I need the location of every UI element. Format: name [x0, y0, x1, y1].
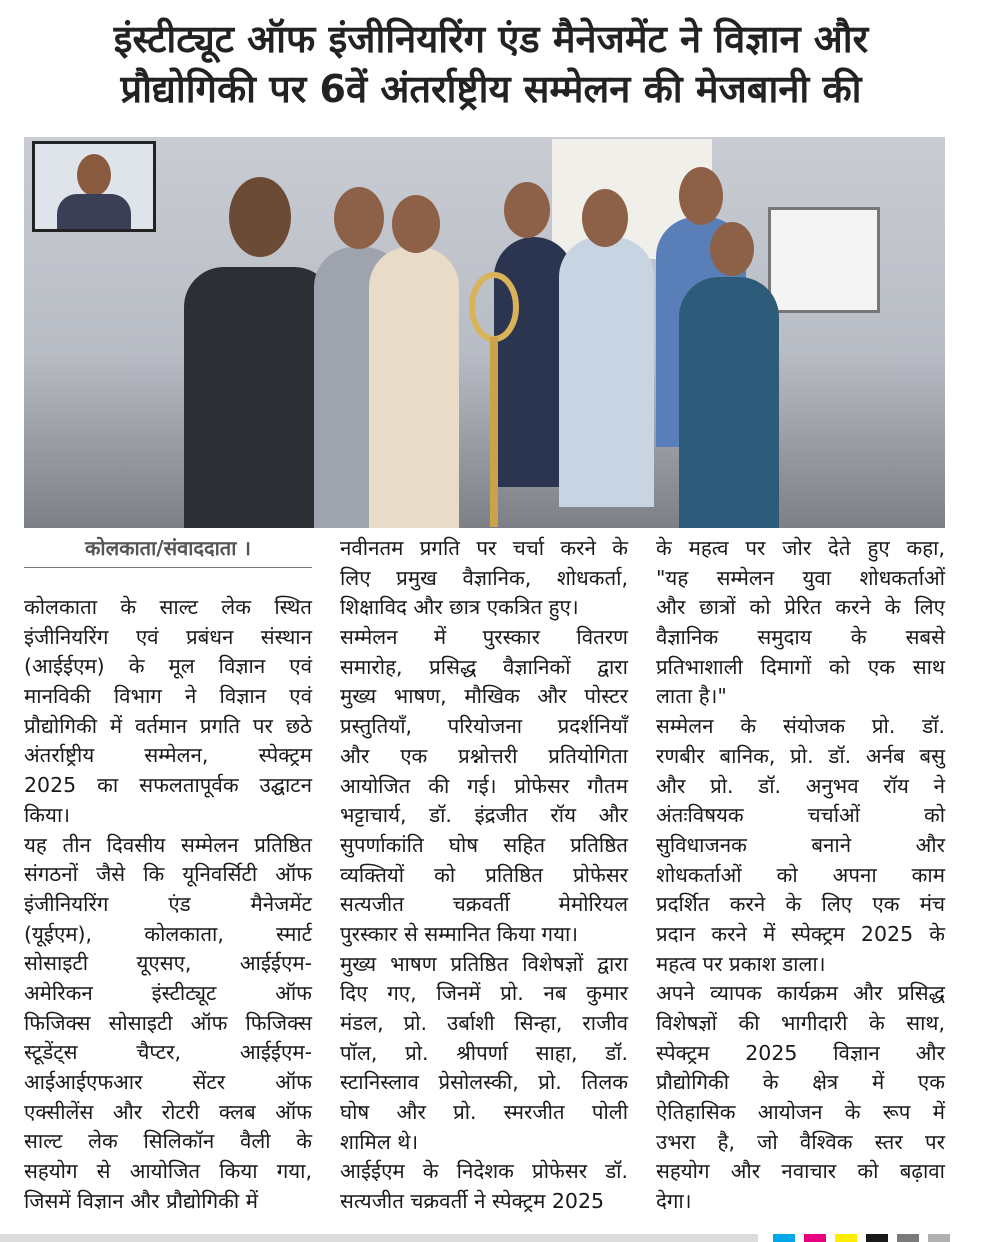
article-text-line: सम्मेलन के संयोजक प्रो. डॉ. — [656, 714, 945, 739]
headline-line-1: इंस्टीट्यूट ऑफ इंजीनियरिंग एंड मैनेजमेंट ने विज्ञान और — [113, 17, 869, 61]
article-text-line: प्रदर्शित करने के लिए एक मंच — [656, 892, 945, 917]
color-swatch — [928, 1234, 950, 1242]
article-text-line: रणबीर बानिक, प्रो. डॉ. अर्नब बसु — [656, 743, 945, 768]
person — [184, 267, 334, 528]
article-text-line: सोसाइटी यूएसए, आईईएम- — [24, 951, 312, 976]
article-column-3 — [656, 534, 945, 1217]
article-text-line: प्रदान करने में स्पेक्ट्रम 2025 के — [656, 921, 945, 946]
article-text-line: और छात्रों को प्रेरित करने के लिए — [656, 595, 945, 620]
article-text-line: शोधकर्ताओं को अपना काम — [656, 862, 945, 887]
article-text-line: इंजीनियरिंग एवं प्रबंधन संस्थान — [24, 624, 312, 649]
article-text-line: सुविधाजनक बनाने और — [656, 832, 945, 857]
whiteboard — [768, 207, 880, 313]
article-text-line: शिक्षाविद और छात्र एकत्रित हुए। — [340, 595, 579, 620]
article-text-line: प्रौद्योगिकी में वर्तमान प्रगति पर छठे — [24, 713, 312, 738]
article-text-line: लिए प्रमुख वैज्ञानिक, शोधकर्ता, — [340, 565, 628, 590]
article-text-line: प्रस्तुतियाँ, परियोजना प्रदर्शनियाँ — [340, 714, 628, 739]
article-text-line: किया। — [24, 802, 71, 827]
article-text-line: सत्यजीत चक्रवर्ती ने स्पेक्ट्रम 2025 — [340, 1189, 605, 1214]
article-text-line: यह तीन दिवसीय सम्मेलन प्रतिष्ठित — [24, 832, 312, 857]
article-text-line: सहयोग से आयोजित किया गया, — [24, 1159, 312, 1184]
article-text-line: मुख्य भाषण प्रतिष्ठित विशेषज्ञों द्वारा — [340, 951, 628, 976]
article-text-line: आयोजित की गई। प्रोफेसर गौतम — [340, 773, 628, 798]
article-text-line: अंतर्राष्ट्रीय सम्मेलन, स्पेक्ट्रम — [24, 743, 312, 768]
color-swatch — [866, 1234, 888, 1242]
article-text-line: शामिल थे। — [340, 1129, 419, 1154]
article-text-line: घोष और प्रो. स्मरजीत पोली — [340, 1100, 628, 1125]
article-text-line: स्टानिस्लाव प्रेसोलस्की, प्रो. तिलक — [340, 1070, 628, 1095]
color-swatch — [835, 1234, 857, 1242]
article-text-line: पुरस्कार से सम्मानित किया गया। — [340, 921, 579, 946]
article-text-line: स्टूडेंट्स चैप्टर, आईईएम- — [24, 1040, 312, 1065]
news-photo-lamp-lighting — [24, 137, 945, 528]
article-text-line: मुख्य भाषण, मौखिक और पोस्टर — [340, 684, 628, 709]
article-text-line: और एक प्रश्नोत्तरी प्रतियोगिता — [340, 743, 628, 768]
article-text-line: "यह सम्मेलन युवा शोधकर्ताओं — [656, 565, 945, 590]
article-text-line: मंडल, प्रो. उर्बाशी सिन्हा, राजीव — [340, 1011, 628, 1035]
footer-rule — [0, 1234, 758, 1242]
article-text-line: महत्व पर प्रकाश डाला। — [656, 951, 826, 976]
article-text-line: आईईएम के निदेशक प्रोफेसर डॉ. — [340, 1159, 628, 1184]
article-text-line: आईआईएफआर सेंटर ऑफ — [24, 1070, 312, 1094]
article-text-line: (यूईएम), कोलकाता, स्मार्ट — [24, 921, 312, 946]
article-text-line: और प्रो. डॉ. अनुभव रॉय ने — [656, 773, 945, 798]
article-text-line: अपने व्यापक कार्यक्रम और प्रसिद्ध — [656, 981, 945, 1006]
article-text-line: जिसमें विज्ञान और प्रौद्योगिकी में — [24, 1188, 258, 1213]
article-text-line: फिजिक्स सोसाइटी ऑफ फिजिक्स — [24, 1010, 312, 1035]
article-text-line: देगा। — [656, 1189, 692, 1214]
article-text-line: पॉल, प्रो. श्रीपर्णा साहा, डॉ. — [340, 1040, 628, 1065]
article-text-line: भट्टाचार्य, डॉ. इंद्रजीत रॉय और — [340, 803, 628, 828]
article-text-line: व्यक्तियों को प्रतिष्ठित प्रोफेसर — [340, 862, 628, 887]
article-column-1 — [24, 593, 312, 1216]
article-column-2 — [340, 534, 628, 1217]
article-text-line: दिए गए, जिनमें प्रो. नब कुमार — [340, 981, 628, 1006]
article-text-line: प्रौद्योगिकी के क्षेत्र में एक — [656, 1070, 945, 1095]
headline-line-2: प्रौद्योगिकी पर 6वें अंतर्राष्ट्रीय सम्मेलन की मेजबानी की — [120, 67, 862, 111]
article-text-line: सम्मेलन में पुरस्कार वितरण — [340, 625, 628, 650]
article-text-line: संगठनों जैसे कि यूनिवर्सिटी ऑफ — [24, 862, 312, 887]
article-text-line: सहयोग और नवाचार को बढ़ावा — [656, 1159, 945, 1184]
article-text-line: 2025 का सफलतापूर्वक उद्घाटन — [24, 773, 312, 798]
article-text-line: स्पेक्ट्रम 2025 विज्ञान और — [656, 1040, 945, 1065]
article-text-line: नवीनतम प्रगति पर चर्चा करने के — [340, 536, 628, 560]
article-text-line: लाता है।" — [656, 684, 727, 709]
wall-screen — [32, 141, 156, 232]
article-text-line: (आईईएम) के मूल विज्ञान एवं — [24, 654, 312, 679]
color-swatch — [804, 1234, 826, 1242]
article-text-line: अंतःविषयक चर्चाओं को — [656, 803, 945, 828]
ceremonial-lamp — [464, 267, 524, 527]
article-text-line: के महत्व पर जोर देते हुए कहा, — [656, 536, 945, 560]
color-swatch — [897, 1234, 919, 1242]
article-text-line: एक्सीलेंस और रोटरी क्लब ऑफ — [24, 1099, 312, 1124]
article-text-line: समारोह, प्रसिद्ध वैज्ञानिकों द्वारा — [340, 654, 628, 679]
article-text-line: साल्ट लेक सिलिकॉन वैली के — [24, 1129, 312, 1154]
article-text-line: सत्यजीत चक्रवर्ती मेमोरियल — [340, 892, 628, 917]
print-color-marks — [0, 1230, 982, 1242]
article-text-line: इंजीनियरिंग एंड मैनेजमेंट — [24, 891, 312, 916]
headline — [0, 14, 982, 114]
color-swatch — [773, 1234, 795, 1242]
article-text-line: अमेरिकन इंस्टीट्यूट ऑफ — [24, 980, 312, 1005]
byline: कोलकाता/संवाददाता । — [24, 534, 312, 568]
article-text-line: उभरा है, जो वैश्विक स्तर पर — [656, 1129, 945, 1154]
article-text-line: ऐतिहासिक आयोजन के रूप में — [656, 1100, 945, 1125]
article-text-line: प्रतिभाशाली दिमागों को एक साथ — [656, 654, 945, 679]
article-text-line: सुपर्णाकांति घोष सहित प्रतिष्ठित — [340, 832, 628, 857]
article-text-line: विशेषज्ञों की भागीदारी के साथ, — [656, 1011, 945, 1035]
article-text-line: वैज्ञानिक समुदाय के सबसे — [656, 625, 945, 650]
article-text-line: मानविकी विभाग ने विज्ञान एवं — [24, 684, 312, 709]
article-text-line: कोलकाता के साल्ट लेक स्थित — [24, 595, 312, 619]
